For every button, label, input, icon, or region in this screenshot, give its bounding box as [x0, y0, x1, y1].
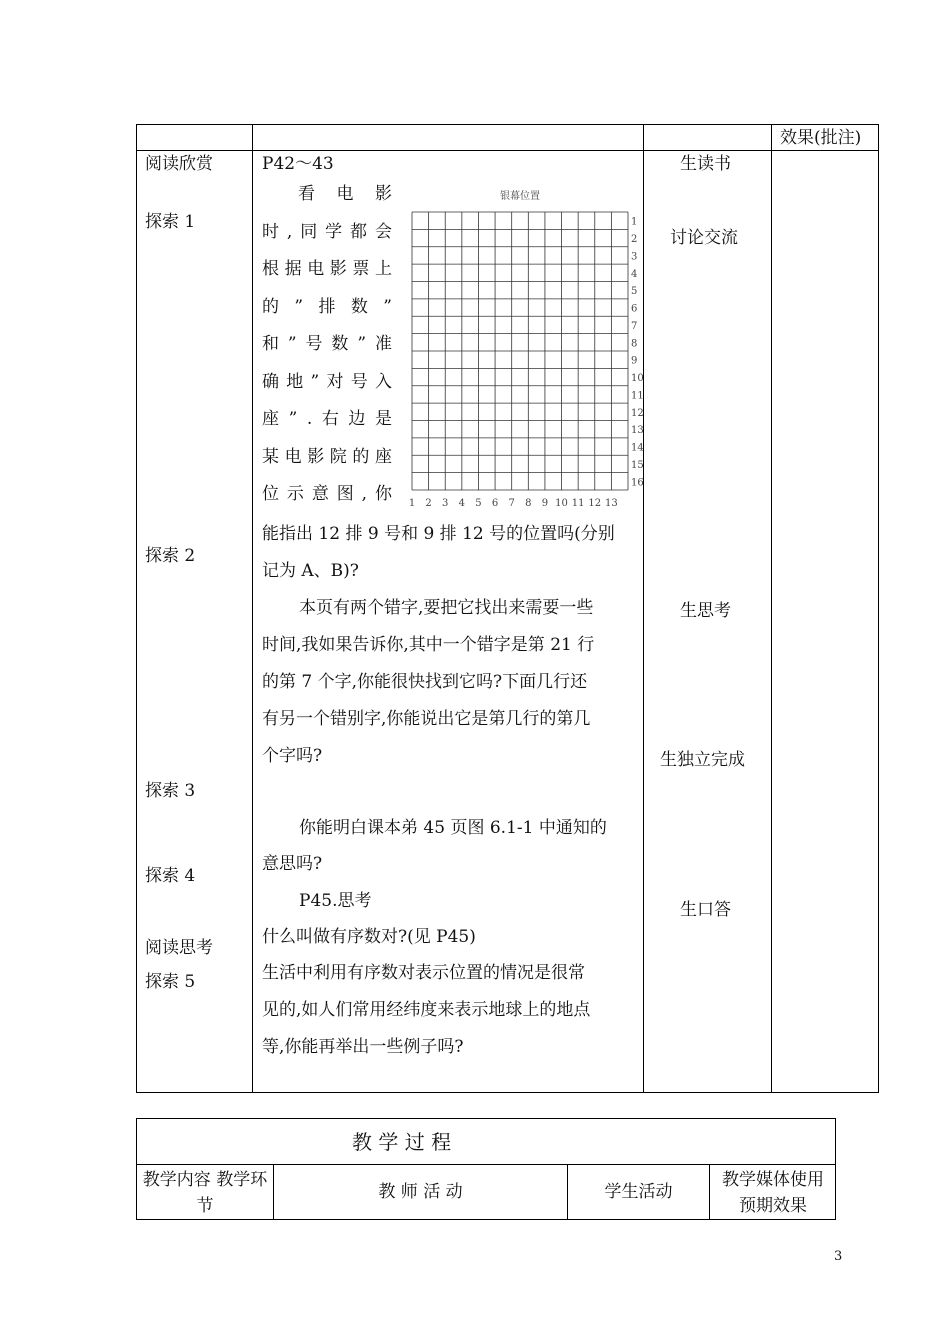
wrapped-char: ”	[383, 296, 392, 317]
seat-row-label: 9	[631, 355, 638, 367]
seat-row-label: 4	[631, 268, 638, 280]
seat-row-label: 14	[631, 442, 644, 454]
wrapped-char: 影	[375, 184, 392, 204]
seat-row-label: 16	[631, 477, 644, 489]
wrapped-char: 对	[326, 371, 344, 392]
seat-row-label: 1	[631, 216, 638, 228]
wrapped-char: 影	[329, 259, 347, 279]
wrapped-line	[262, 411, 392, 428]
wrapped-line	[262, 296, 392, 317]
wrapped-line	[262, 261, 392, 278]
wrapped-char: 的	[352, 446, 370, 467]
seat-row-label: 11	[631, 390, 644, 402]
wrapped-char: 地	[286, 371, 304, 392]
seat-column-label: 3	[442, 498, 449, 509]
section-reading-thinking: 阅读思考	[145, 938, 213, 958]
wrapped-char: 的	[262, 296, 279, 317]
seat-column-label: 7	[508, 498, 515, 509]
wrapped-char: 电	[307, 259, 325, 279]
seat-chart	[402, 186, 642, 516]
wrapped-char: 数	[350, 296, 368, 317]
seat-row-label: 12	[631, 407, 644, 419]
para5-line-1: 生活中利用有序数对表示位置的情况是很常	[262, 963, 585, 983]
seat-column-label: 4	[458, 498, 466, 509]
page-number: 3	[834, 1249, 843, 1264]
para2-line-4: 有另一个错别字,你能说出它是第几行的第几	[262, 709, 591, 729]
section-explore-2: 探索 2	[145, 546, 196, 566]
wrapped-char: ”	[310, 371, 320, 392]
wrapped-char: 会	[374, 221, 392, 242]
header-student-activity: 学生活动	[604, 1182, 673, 1202]
seat-column-label: 6	[491, 498, 499, 509]
wrapped-char: 确	[262, 371, 279, 392]
para2-line-2: 时间,我如果告诉你,其中一个错字是第 21 行	[262, 635, 595, 655]
student-activity-think: 生思考	[680, 601, 731, 621]
wrapped-line	[262, 486, 392, 503]
wrapped-char: 你	[374, 484, 392, 504]
para5-line-2: 见的,如人们常用经纬度来表示地球上的地点	[262, 1000, 591, 1020]
section-explore-5: 探索 5	[145, 972, 196, 992]
wrapped-char: ”	[357, 334, 367, 354]
wrapped-char: 学	[325, 221, 343, 242]
seat-row-label: 15	[631, 459, 644, 471]
wrapped-char: 入	[374, 371, 392, 392]
wrapped-char: 电	[336, 184, 354, 204]
section-explore-1: 探索 1	[145, 212, 196, 232]
seat-row-label: 10	[631, 373, 644, 385]
seat-row-label: 8	[631, 338, 638, 350]
wrapped-char: 看	[298, 184, 315, 204]
wrapped-char: 和	[262, 334, 279, 354]
para5-line-3: 等,你能再举出一些例子吗?	[262, 1037, 464, 1057]
seat-column-label: 12	[588, 498, 602, 509]
header-teacher-activity: 教 师 活 动	[378, 1182, 463, 1202]
wrapped-char: 票	[352, 259, 370, 279]
question-1-line-1: 能指出 12 排 9 号和 9 排 12 号的位置吗(分别	[262, 524, 615, 544]
wrapped-char: 某	[262, 446, 279, 467]
wrapped-char: 时	[262, 221, 279, 242]
para3-line-1: 你能明白课本弟 45 页图 6.1-1 中通知的	[299, 818, 607, 838]
wrapped-char: 号	[350, 371, 368, 392]
student-activity-answer: 生口答	[680, 900, 731, 920]
ordered-pair-question: 什么叫做有序数对?(见 P45)	[262, 927, 476, 947]
wrapped-char: 电	[284, 446, 302, 467]
para2-line-1: 本页有两个错字,要把它找出来需要一些	[299, 598, 594, 618]
wrapped-char: 根	[262, 259, 279, 279]
section-explore-3: 探索 3	[145, 781, 196, 801]
seat-column-label: 11	[571, 498, 585, 509]
wrapped-line	[262, 336, 392, 353]
wrapped-line	[262, 371, 392, 392]
wrapped-char: ,	[286, 221, 293, 242]
seat-column-label: 1	[408, 498, 416, 509]
seat-row-label: 7	[631, 320, 638, 332]
seat-column-label: 13	[605, 498, 618, 509]
wrapped-char: 座	[374, 446, 392, 467]
student-activity-discuss: 讨论交流	[670, 228, 738, 248]
page-reference: P42～43	[262, 154, 334, 174]
seat-row-label: 13	[631, 425, 644, 437]
question-1-line-2: 记为 A、B)?	[262, 561, 359, 581]
wrapped-char: 准	[374, 334, 392, 354]
wrapped-char: ”	[288, 409, 298, 429]
wrapped-line	[262, 221, 392, 242]
header-content-stage: 教学内容 教学环节	[142, 1170, 268, 1216]
screen-position-label: 银幕位置	[500, 191, 540, 202]
header-media-effect: 教学媒体使用预期效果	[722, 1170, 824, 1216]
wrapped-char: 同	[300, 221, 318, 242]
para3-line-2: 意思吗?	[262, 854, 323, 874]
seat-row-label: 6	[631, 303, 638, 315]
wrapped-char: 影	[307, 446, 325, 467]
seat-row-label: 5	[631, 286, 638, 298]
wrapped-char: ”	[294, 296, 304, 317]
section-reading: 阅读欣赏	[145, 154, 213, 174]
teaching-process-title: 教 学 过 程	[352, 1130, 452, 1154]
wrapped-char: 示	[286, 484, 304, 504]
para2-line-5: 个字吗?	[262, 746, 323, 766]
wrapped-char: 意	[311, 484, 329, 504]
wrapped-char: ”	[287, 334, 297, 354]
wrapped-char: 座	[262, 409, 279, 429]
wrapped-char: 数	[331, 334, 349, 354]
wrapped-char: 位	[262, 484, 279, 504]
section-explore-4: 探索 4	[145, 866, 196, 886]
p45-thinking: P45.思考	[299, 891, 372, 911]
header-effect-notes: 效果(批注)	[780, 128, 862, 148]
para2-line-3: 的第 7 个字,你能很快找到它吗?下面几行还	[262, 672, 588, 692]
wrapped-char: 上	[374, 259, 392, 279]
wrapped-char: 右	[321, 409, 339, 429]
wrapped-char: ,	[361, 484, 368, 504]
wrapped-char: 据	[284, 259, 302, 279]
wrapped-line	[262, 446, 392, 467]
seat-column-label: 8	[525, 498, 532, 509]
wrapped-char: 是	[375, 409, 392, 429]
seat-row-label: 2	[631, 234, 638, 246]
wrapped-char: 号	[305, 334, 323, 354]
wrapped-line	[298, 186, 392, 203]
seat-column-label: 5	[475, 498, 482, 509]
wrapped-char: 图	[336, 484, 354, 504]
seat-column-label: 10	[555, 498, 568, 509]
student-activity-read: 生读书	[680, 154, 731, 174]
seat-column-label: 2	[425, 498, 432, 509]
wrapped-char: 院	[329, 446, 347, 467]
seat-row-label: 3	[631, 251, 638, 263]
wrapped-char: 都	[350, 221, 368, 242]
student-activity-independent: 生独立完成	[660, 750, 745, 770]
wrapped-char: 排	[318, 296, 336, 317]
seat-chart-svg	[402, 186, 642, 516]
seat-column-label: 9	[541, 498, 549, 509]
wrapped-char: .	[306, 409, 313, 429]
wrapped-char: 边	[348, 409, 366, 429]
